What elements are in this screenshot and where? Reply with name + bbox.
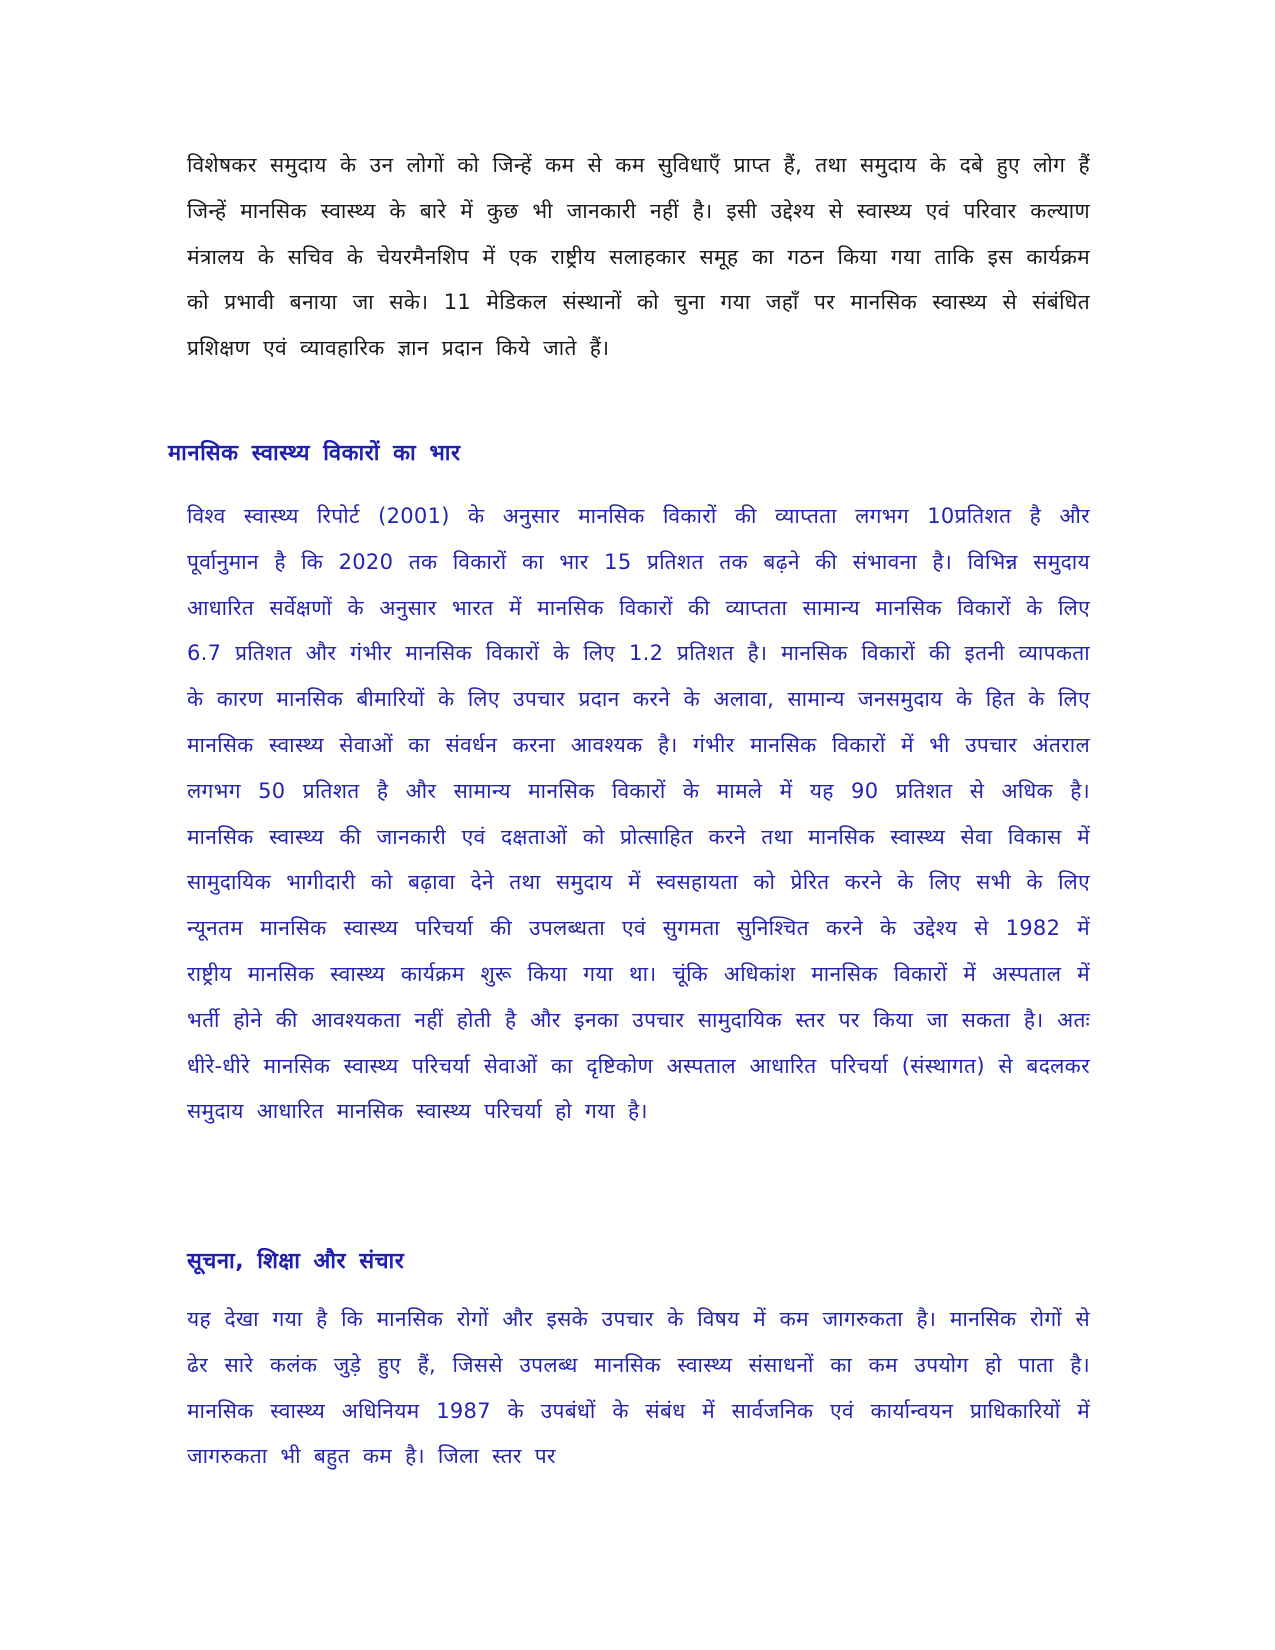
intro-paragraph: विशेषकर समुदाय के उन लोगों को जिन्हें कम से कम सुविधाएँ प्राप्त हैं, तथा समुदाय के दबे हुए लोग हैं जिन्हें मानसिक स्वास्थ्य के बारे में कुछ भी जानकारी नहीं है। इसी उद्देश्य से स्वास्थ्य एवं परिवार कल्याण मंत्रालय के सचिव के चेयरमैनशिप में एक राष्ट्रीय सलाहकार समूह का गठन किया गया ताकि इस कार्यक्रम को प्रभावी बनाया जा सके। 11 मेडिकल संस्थानों को चुना गया जहाँ पर मानसिक स्वास्थ्य से संबंधित प्रशिक्षण एवं व्यावहारिक ज्ञान प्रदान किये जाते हैं। <box>187 153 1090 361</box>
iec-paragraph: यह देखा गया है कि मानसिक रोगों और इसके उपचार के विषय में कम जागरुकता है। मानसिक रोगों से ढेर सारे कलंक जुड़े हुए हैं, जिससे उपलब्ध मानसिक स्वास्थ्य संसाधनों का कम उपयोग हो पाता है। मानसिक स्वास्थ्य अधिनियम 1987 के उपबंधों के संबंध में सार्वजनिक एवं कार्यान्वयन प्राधिकारियों में जागरुकता भी बहुत कम है। जिला स्तर पर <box>187 1307 1090 1469</box>
burden-paragraph: विश्व स्वास्थ्य रिपोर्ट (2001) के अनुसार मानसिक विकारों की व्याप्तता लगभग 10प्रतिशत है और पूर्वानुमान है कि 2020 तक विकारों का भार 15 प्रतिशत तक बढ़ने की संभावना है। विभिन्न समुदाय आधारित सर्वेक्षणों के अनुसार भारत में मानसिक विकारों की व्याप्तता सामान्य मानसिक विकारों के लिए 6.7 प्रतिशत और गंभीर मानसिक विकारों के लिए 1.2 प्रतिशत है। मानसिक विकारों की इतनी व्यापकता के कारण मानसिक बीमारियों के लिए उपचार प्रदान करने के अलावा, सामान्य जनसमुदाय के हित के लिए मानसिक स्वास्थ्य सेवाओं का संवर्धन करना आवश्यक है। गंभीर मानसिक विकारों में भी उपचार अंतराल लगभग 50 प्रतिशत है और सामान्य मानसिक विकारों के मामले में यह 90 प्रतिशत से अधिक है। मानसिक स्वास्थ्य की जानकारी एवं दक्षताओं को प्रोत्साहित करने तथा मानसिक स्वास्थ्य सेवा विकास में सामुदायिक भागीदारी को बढ़ावा देने तथा समुदाय में स्वसहायता को प्रेरित करने के लिए सभी के लिए न्यूनतम मानसिक स्वास्थ्य परिचर्या की उपलब्धता एवं सुगमता सुनिश्चित करने के उद्देश्य से 1982 में राष्ट्रीय मानसिक स्वास्थ्य कार्यक्रम शुरू किया गया था। चूंकि अधिकांश मानसिक विकारों में अस्पताल में भर्ती होने की आवश्यकता नहीं होती है और इनका उपचार सामुदायिक स्तर पर किया जा सकता है। अतः धीरे-धीरे मानसिक स्वास्थ्य परिचर्या सेवाओं का दृष्टिकोण अस्पताल आधारित परिचर्या (संस्थागत) से बदलकर समुदाय आधारित मानसिक स्वास्थ्य परिचर्या हो गया है। <box>187 504 1090 1124</box>
section-heading-burden: मानसिक स्वास्थ्य विकारों का भार <box>168 441 461 466</box>
section-heading-iec: सूचना, शिक्षा और संचार <box>187 1249 405 1274</box>
